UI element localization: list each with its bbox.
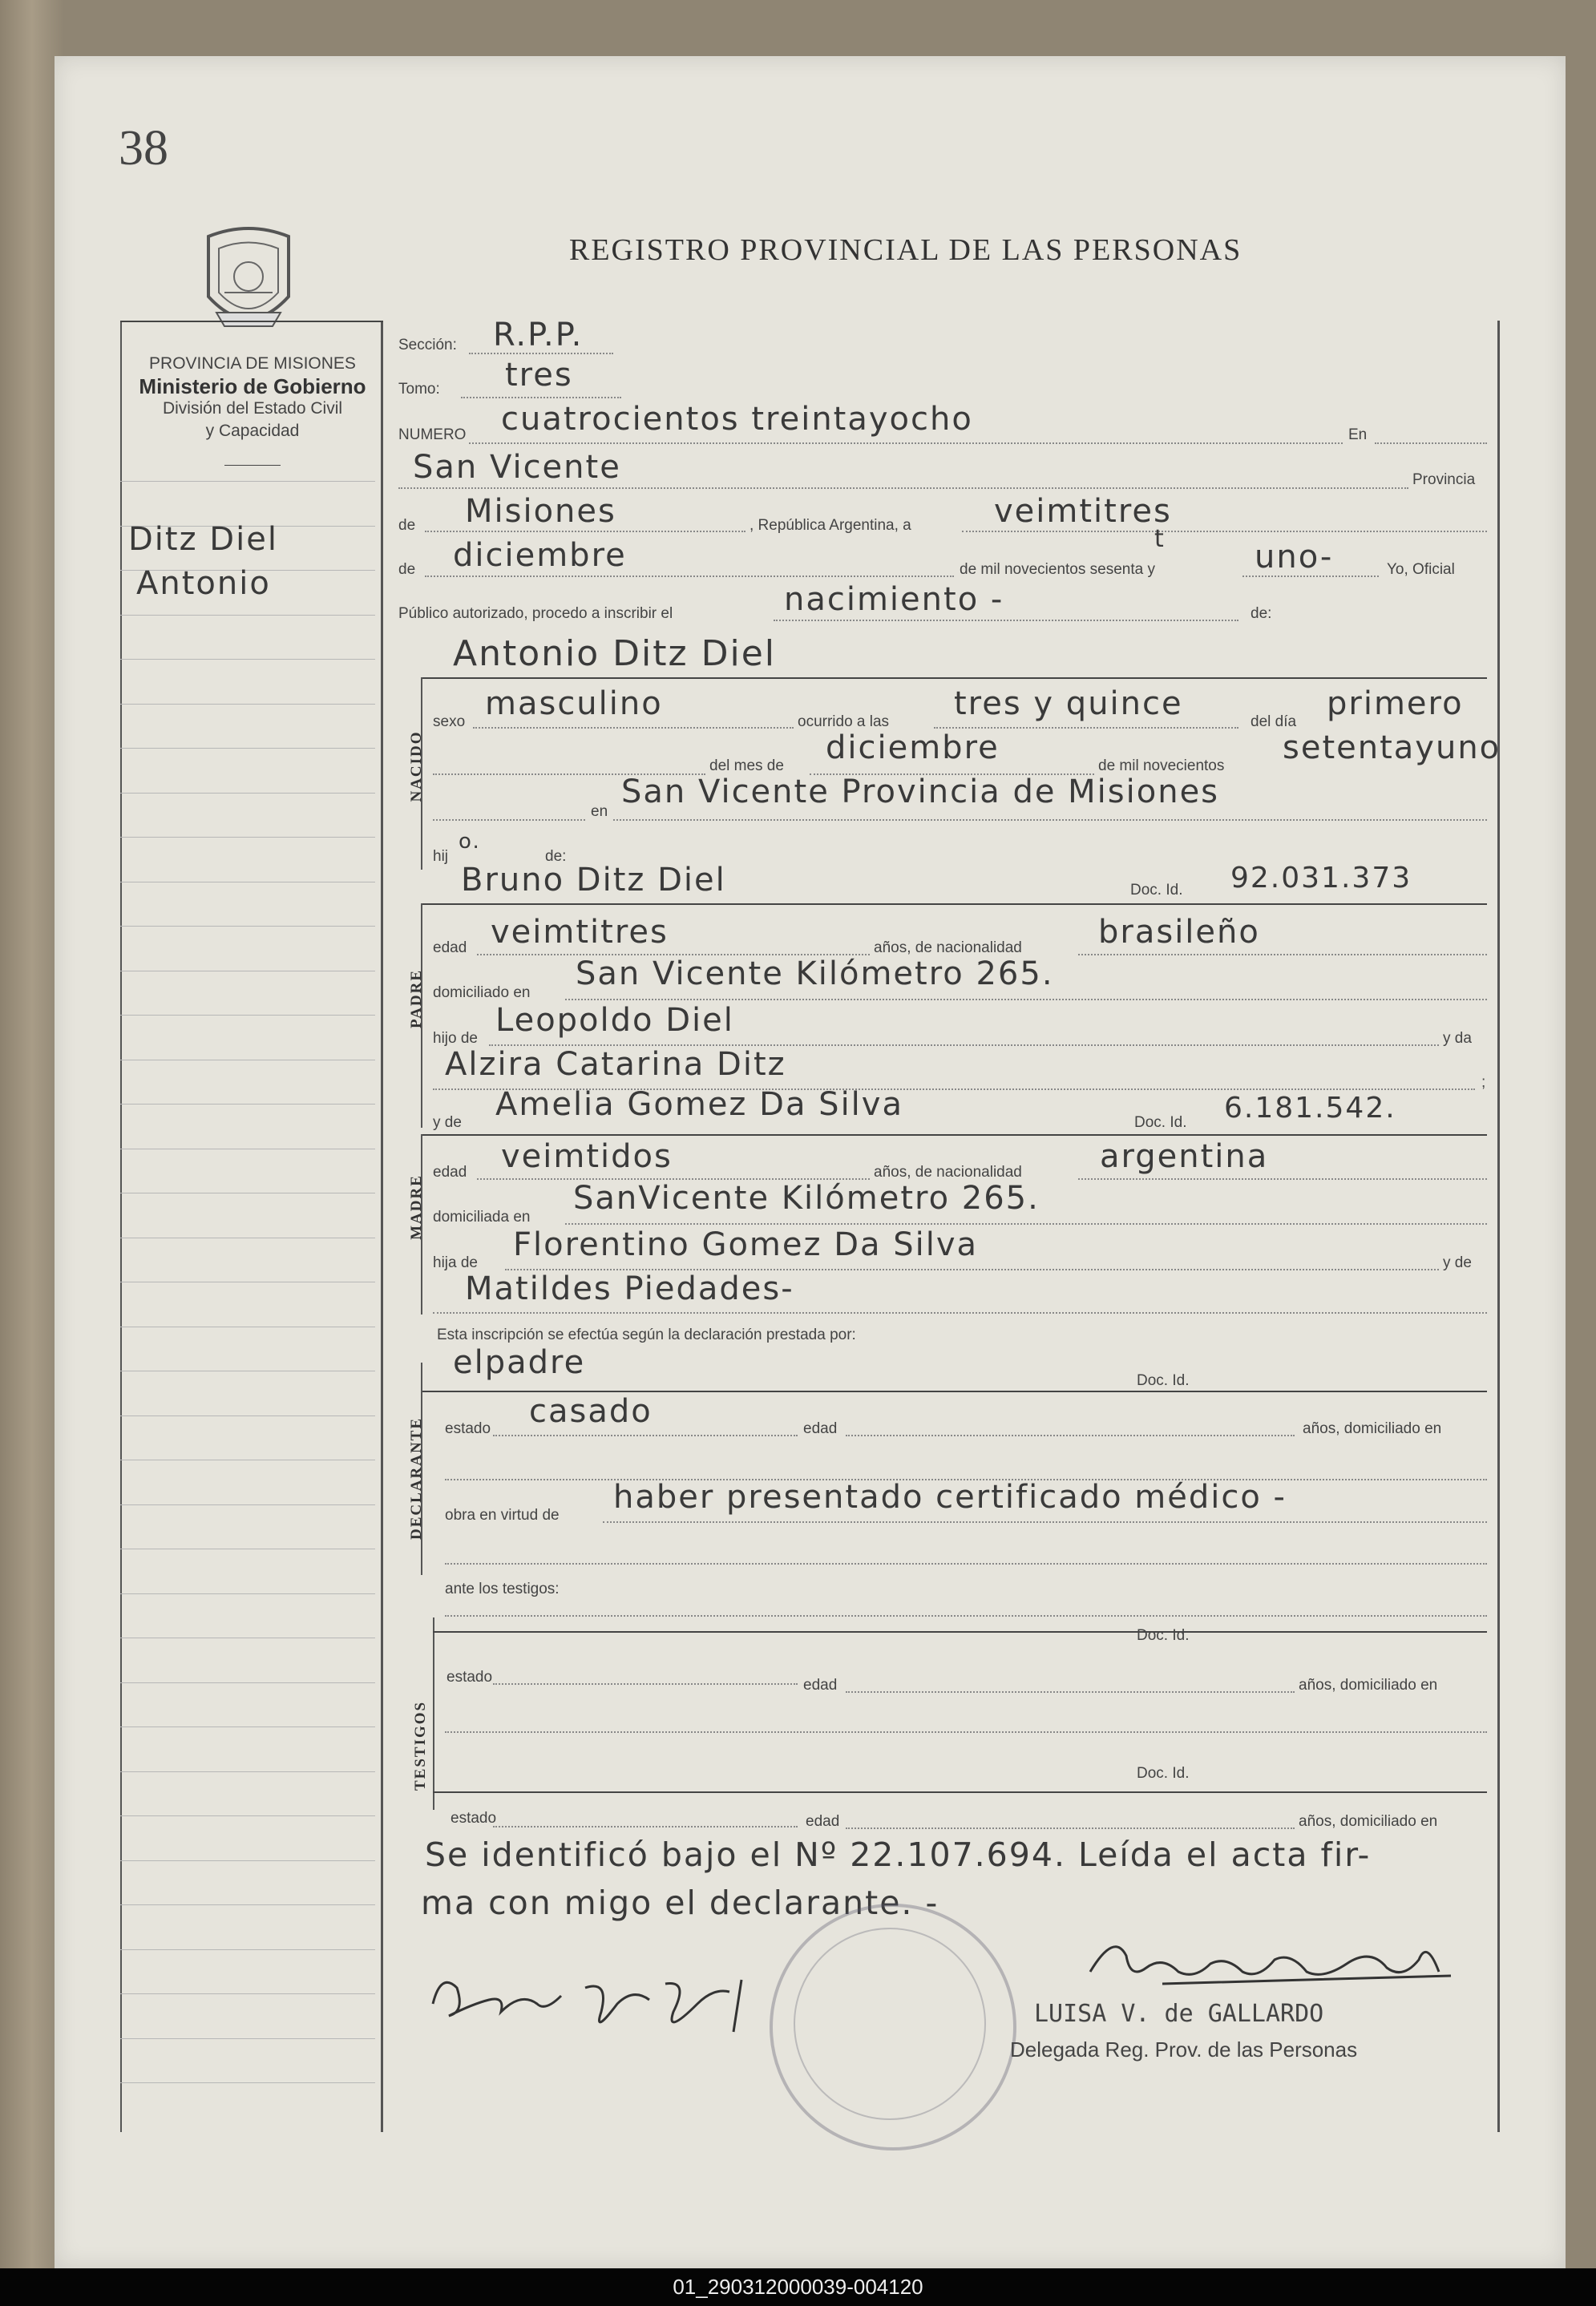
padre-doc-value: 92.031.373	[1230, 862, 1412, 895]
en-label-2: en	[591, 803, 608, 820]
tomo-label: Tomo:	[398, 381, 440, 398]
testigo2-edad-label: edad	[806, 1813, 840, 1830]
margin-rule-line	[120, 1771, 375, 1772]
margin-rule-line	[120, 2082, 375, 2083]
testigo2-rule	[433, 1791, 1487, 1793]
mes-dots	[425, 575, 954, 577]
margin-rule-line	[120, 1904, 375, 1905]
margin-rule-line	[120, 1593, 375, 1594]
abuela-m-dots	[433, 1312, 1487, 1314]
padre-nac-value: brasileño	[1098, 914, 1260, 951]
testigo1-estado-label: estado	[446, 1669, 493, 1686]
abuelo-value: Leopoldo Diel	[495, 1002, 734, 1039]
hijo-de-label: hijo de	[433, 1030, 478, 1047]
testigo1-dom-dots	[445, 1731, 1487, 1733]
province-label: PROVINCIA DE MISIONES	[149, 354, 356, 373]
declarante-value: elpadre	[453, 1344, 586, 1381]
declarante-edad-label: edad	[803, 1420, 838, 1437]
y-de-label-3: y de	[1443, 1254, 1472, 1271]
declarante-dom-label: años, domiciliado en	[1303, 1420, 1442, 1437]
lugar-nac-dots-left	[433, 819, 585, 821]
margin-rule-line	[120, 659, 375, 660]
dia-nac-value: primero	[1327, 685, 1464, 722]
declarante-doc-label: Doc. Id.	[1137, 1372, 1190, 1389]
mes-value: diciembre	[453, 537, 627, 574]
testigo2-doc-label: Doc. Id.	[1137, 1765, 1190, 1782]
margin-rule-line	[120, 1726, 375, 1727]
del-dia-label: del día	[1251, 713, 1297, 730]
hijo-label: hij	[433, 848, 449, 865]
footer-id: 01_290312000039-004120	[0, 2268, 1596, 2306]
right-border-line	[1497, 321, 1500, 2132]
hijo-suffix: o.	[459, 830, 481, 854]
margin-divider-line	[381, 321, 383, 2132]
testigo2-edad-dots	[846, 1827, 1295, 1829]
margin-rule-line	[120, 1815, 375, 1816]
padre-nac-label: años, de nacionalidad	[874, 939, 1022, 956]
seccion-label: Sección:	[398, 337, 457, 353]
testigo2-dom-label: años, domiciliado en	[1299, 1813, 1438, 1830]
mes-nac-value: diciembre	[826, 729, 1000, 766]
oficial-name: LUISA V. de GALLARDO	[1034, 2000, 1324, 2028]
division-label-1: División del Estado Civil	[162, 399, 343, 418]
testigo1-edad-dots	[846, 1691, 1295, 1693]
provincia-value: Misiones	[465, 493, 616, 530]
madre-doc-value: 6.181.542.	[1224, 1092, 1396, 1125]
seccion-dots	[469, 353, 613, 354]
padre-nac-dots	[1078, 954, 1487, 955]
padre-dom-value: San Vicente Kilómetro 265.	[576, 955, 1054, 992]
obra-dots	[603, 1521, 1487, 1523]
obra-dots-2	[445, 1563, 1487, 1565]
margin-rule-line	[120, 2038, 375, 2039]
margin-rule-line	[120, 1015, 375, 1016]
tomo-value: tres	[505, 357, 573, 394]
madre-dom-label: domiciliada en	[433, 1209, 531, 1226]
republica-label: , República Argentina, a	[750, 517, 911, 534]
section-padre: PADRE	[408, 968, 425, 1029]
y-de-label-2: y de	[433, 1114, 462, 1131]
lugar-nac-value: San Vicente Provincia de Misiones	[621, 773, 1220, 810]
madre-rule	[421, 1134, 1487, 1136]
margin-rule-line	[120, 704, 375, 705]
provincia-dots	[425, 531, 745, 532]
testigo1-doc-label: Doc. Id.	[1137, 1627, 1190, 1644]
madre-nac-value: argentina	[1100, 1138, 1269, 1175]
section-testigos: TESTIGOS	[412, 1700, 429, 1791]
madre-edad-value: veimtidos	[501, 1138, 673, 1175]
testigo2-estado-dots	[493, 1826, 798, 1827]
de-label-1: de	[398, 517, 416, 534]
numero-value: cuatrocientos treintayocho	[501, 401, 973, 438]
margin-rule-line	[120, 1682, 375, 1683]
hora-dots	[934, 727, 1238, 729]
margin-rule-line	[120, 1104, 375, 1105]
madre-nombre-value: Amelia Gomez Da Silva	[495, 1086, 903, 1123]
dia-value: veimtitres	[994, 493, 1172, 530]
mil-novecientos-label: de mil novecientos sesenta y	[960, 561, 1155, 578]
tomo-dots	[461, 397, 621, 398]
header-rule-2	[224, 465, 281, 466]
page-number: 38	[119, 121, 168, 176]
padre-doc-label: Doc. Id.	[1130, 882, 1183, 899]
lugar-dots	[398, 487, 1408, 489]
margin-rule-line	[120, 837, 375, 838]
margin-rule-line	[120, 1993, 375, 1994]
madre-dom-dots	[565, 1223, 1487, 1225]
header-rule	[120, 321, 383, 322]
ante-dots	[445, 1615, 1487, 1617]
ocurrido-label: ocurrido a las	[798, 713, 890, 730]
testigo1-dom-label: años, domiciliado en	[1299, 1677, 1438, 1694]
coat-of-arms-seal	[196, 220, 301, 341]
nombre-rule	[421, 677, 1487, 679]
testigo1-edad-label: edad	[803, 1677, 838, 1694]
del-mes-label: del mes de	[709, 757, 784, 774]
nombre-value: Antonio Ditz Diel	[453, 633, 777, 674]
lugar-nac-dots	[613, 819, 1487, 821]
de-label-4: de:	[545, 848, 567, 865]
ministry-header	[120, 353, 385, 442]
anio-dots	[1242, 575, 1379, 577]
padre-edad-value: veimtitres	[491, 914, 669, 951]
madre-doc-label: Doc. Id.	[1134, 1114, 1187, 1131]
oficial-title: Delegada Reg. Prov. de las Personas	[1010, 2037, 1358, 2062]
margin-name-line2: Antonio	[136, 565, 271, 602]
margin-rule-line	[120, 926, 375, 927]
ministry-label: Ministerio de Gobierno	[139, 374, 366, 398]
anio-suffix: t	[1154, 525, 1166, 553]
ante-label: ante los testigos:	[445, 1581, 560, 1597]
estado-label: estado	[445, 1420, 491, 1437]
margin-rule-line	[120, 793, 375, 794]
dia-dots	[962, 531, 1487, 532]
hora-value: tres y quince	[954, 685, 1183, 722]
seccion-value: R.P.P.	[493, 317, 584, 353]
sexo-dots	[473, 727, 794, 729]
hija-de-label: hija de	[433, 1254, 478, 1271]
inscripcion-label: Esta inscripción se efectúa según la declaración prestada por:	[437, 1327, 856, 1343]
section-madre: MADRE	[408, 1174, 425, 1240]
margin-rule-line	[120, 1949, 375, 1950]
testigo2-estado-label: estado	[451, 1810, 497, 1827]
provincia-label: Provincia	[1412, 471, 1476, 488]
margin-name-line1: Ditz Diel	[128, 521, 278, 558]
margin-rule-line	[120, 615, 375, 616]
madre-nac-label: años, de nacionalidad	[874, 1164, 1022, 1181]
margin-rule-line	[120, 1860, 375, 1861]
note-line-1: Se identificó bajo el Nº 22.107.694. Leída el acta fir-	[425, 1836, 1372, 1874]
yo-oficial-label: Yo, Oficial	[1387, 561, 1455, 578]
obra-label: obra en virtud de	[445, 1507, 560, 1524]
testigo1-rule	[433, 1631, 1487, 1633]
sexo-value: masculino	[485, 685, 663, 722]
margin-rule-line	[120, 748, 375, 749]
division-label-2: y Capacidad	[205, 422, 300, 440]
y-de-label: y da	[1443, 1030, 1472, 1047]
en-label: En	[1348, 426, 1368, 443]
lugar-value: San Vicente	[413, 449, 621, 486]
declarante-signature	[425, 1956, 778, 2044]
acto-dots	[774, 620, 1238, 621]
declarante-rule	[421, 1391, 1487, 1392]
estado-dots	[493, 1435, 798, 1436]
margin-rule-line	[120, 1504, 375, 1505]
madre-dom-value: SanVicente Kilómetro 265.	[573, 1180, 1040, 1217]
official-stamp-inner	[794, 1928, 986, 2120]
abuela-value: Alzira Catarina Ditz	[445, 1046, 786, 1083]
abuela-m-value: Matildes Piedades-	[465, 1270, 794, 1307]
acto-value: nacimiento -	[784, 581, 1004, 618]
section-declarante: DECLARANTE	[408, 1416, 425, 1540]
anio-value: uno-	[1255, 539, 1334, 575]
testigos-bracket	[433, 1617, 434, 1810]
numero-dots	[469, 442, 1343, 444]
estado-value: casado	[529, 1393, 653, 1430]
sexo-label: sexo	[433, 713, 466, 730]
mil-nov2-label: de mil novecientos	[1098, 757, 1225, 774]
note-line-2: ma con migo el declarante. -	[421, 1884, 939, 1922]
section-nacido: NACIDO	[408, 730, 425, 802]
document-title: REGISTRO PROVINCIAL DE LAS PERSONAS	[569, 233, 1242, 267]
padre-nombre-value: Bruno Ditz Diel	[461, 862, 726, 899]
padre-dom-label: domiciliado en	[433, 984, 531, 1001]
declarante-edad-dots	[846, 1435, 1295, 1436]
publico-label: Público autorizado, procedo a inscribir el	[398, 605, 673, 622]
madre-nac-dots	[1078, 1178, 1487, 1180]
padre-edad-label: edad	[433, 939, 467, 956]
padre-rule	[421, 903, 1487, 905]
numero-label: NUMERO	[398, 426, 467, 443]
padre-dom-dots	[565, 999, 1487, 1000]
madre-edad-label: edad	[433, 1164, 467, 1181]
margin-rule-line	[120, 481, 375, 482]
oficial-signature	[1082, 1924, 1467, 1996]
de-label-3: de:	[1251, 605, 1272, 622]
anio-nac-value: setentayuno	[1283, 729, 1501, 766]
en-dots	[1375, 442, 1487, 444]
obra-value: haber presentado certificado médico -	[613, 1479, 1287, 1516]
de-label-2: de	[398, 561, 416, 578]
semicolon-label: ;	[1481, 1074, 1486, 1091]
testigo1-estado-dots	[493, 1683, 798, 1685]
abuelo-m-value: Florentino Gomez Da Silva	[513, 1226, 979, 1263]
